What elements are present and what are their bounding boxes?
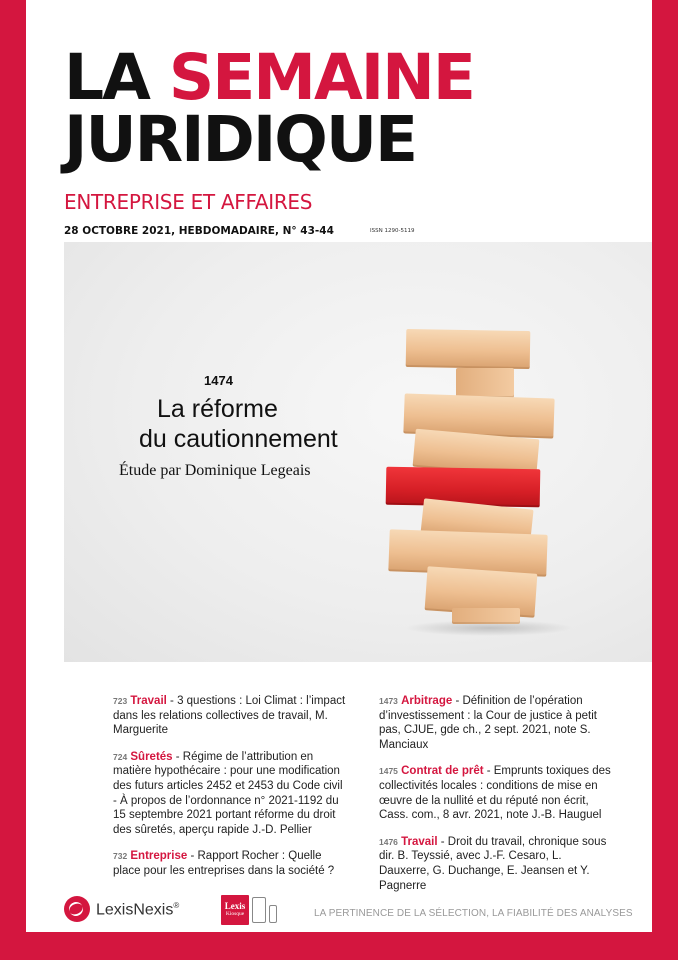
summary-entry <box>379 835 614 893</box>
entry-category: Contrat de prêt <box>401 765 484 778</box>
entry-text: - Rapport Rocher : Quelle place pour les entreprises dans la société ? <box>113 850 335 877</box>
red-block <box>386 467 541 508</box>
entry-category: Entreprise <box>130 850 188 863</box>
kiosque-line2: Kiosque <box>225 911 245 917</box>
summary-column-right <box>379 694 614 905</box>
summary-column-left <box>113 694 348 891</box>
entry-text: - 3 questions : Loi Climat : l’impact dans les relations collectives de travail, M. Marguerite <box>113 695 346 737</box>
publisher-name <box>96 901 179 919</box>
entry-number: 1473 <box>379 696 398 706</box>
lexis-kiosque-badge <box>221 895 249 925</box>
entry-category: Arbitrage <box>401 695 453 707</box>
wood-block <box>406 329 531 369</box>
entry-number: 732 <box>113 851 128 862</box>
masthead-title-line2: JURIDIQUE <box>64 103 417 176</box>
article-number: 1474 <box>204 373 233 388</box>
title-la: LA <box>64 41 169 114</box>
entry-text: - Régime de l’attribution en matière hypothécaire : pour une modification des futurs articles 2452 et 2453 du Code civil - À propos de l’ordonnance n° 2021-1192 du 15 septembre 2021 portant réforme du droit des sûretés, aperçu rapide J.-D. Pellier <box>113 750 343 836</box>
entry-number: 724 <box>113 751 128 762</box>
registered-mark: ® <box>173 901 180 910</box>
summary-entry <box>113 750 348 838</box>
entry-text: - Définition de l’opération d’investissement : la Cour de justice à petit pas, CJUE, gde ch., 2 sept. 2021, note S. Manciaux <box>379 695 597 751</box>
issue-info: 28 OCTOBRE 2021, HEBDOMADAIRE, N° 43-44 <box>64 225 334 237</box>
title-semaine: SEMAINE <box>168 41 474 114</box>
entry-category: Travail <box>401 835 438 848</box>
magazine-cover <box>26 0 652 932</box>
phone-icon <box>269 905 277 923</box>
publisher-name-text: LexisNexis <box>96 901 174 919</box>
entry-category: Sûretés <box>130 750 173 763</box>
entry-number: 1476 <box>379 836 398 847</box>
entry-number: 1475 <box>379 766 398 777</box>
entry-text: - Emprunts toxiques des collectivités locales : conditions de mise en œuvre de la nullité et du réputé non écrit, Cass. com., 8 avr. 2021, note J.-B. Hauguel <box>379 765 611 822</box>
summary-entry <box>379 694 614 752</box>
wood-block <box>456 368 514 398</box>
summary-entry <box>113 694 348 738</box>
masthead-subtitle: ENTREPRISE ET AFFAIRES <box>64 190 313 214</box>
lexisnexis-logo-icon <box>64 896 90 922</box>
entry-text: - Droit du travail, chronique sous dir. B. Teyssié, avec J.-F. Cesaro, L. Dauxerre, G. Duchange, E. Jeansen et Y. Pagnerre <box>379 835 607 892</box>
article-title-line2: du cautionnement <box>139 425 338 453</box>
article-author: Étude par Dominique Legeais <box>119 462 311 479</box>
wood-block <box>452 608 520 624</box>
article-title-line1: La réforme <box>157 395 278 423</box>
summary-entry <box>379 764 614 822</box>
entry-category: Travail <box>130 695 167 707</box>
issn: ISSN 1290-5119 <box>370 228 415 234</box>
masthead-title-line1 <box>64 41 474 114</box>
tagline: LA PERTINENCE DE LA SÉLECTION, LA FIABILITÉ DES ANALYSES <box>314 908 633 919</box>
entry-number: 723 <box>113 696 128 706</box>
kiosque-line1: Lexis <box>224 901 246 911</box>
tablet-icon <box>252 897 266 923</box>
summary-entry <box>113 849 348 878</box>
